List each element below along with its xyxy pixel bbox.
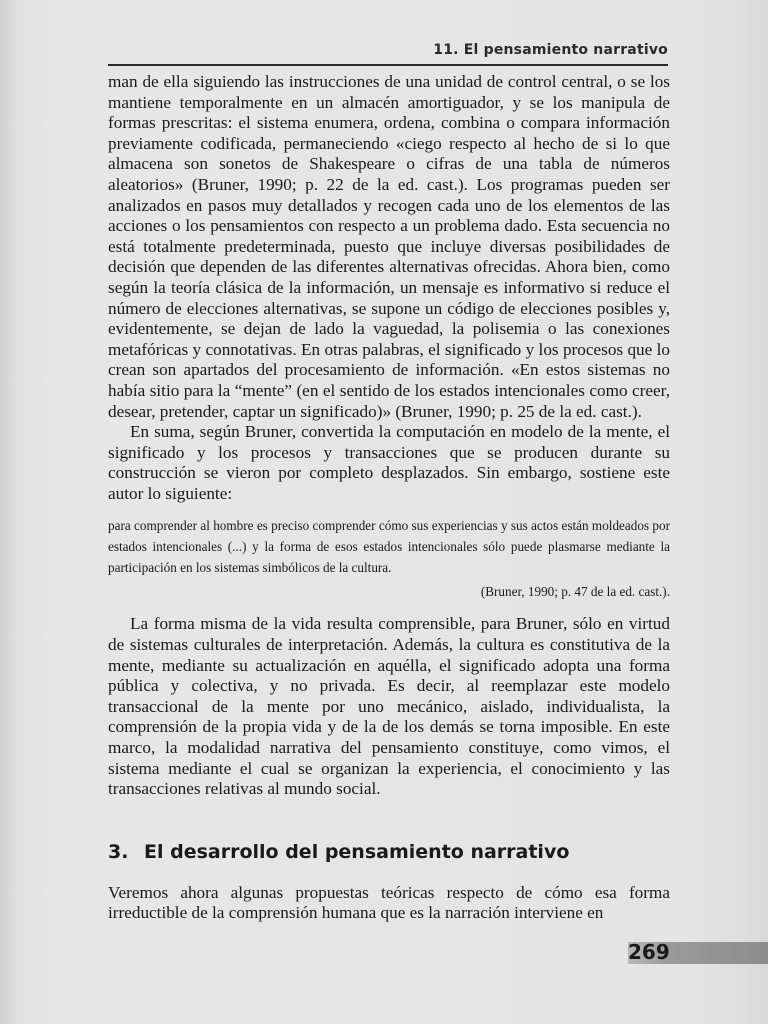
- quote-citation: (Bruner, 1990; p. 47 de la ed. cast.).: [480, 584, 670, 600]
- section-number: 3.: [108, 840, 129, 863]
- section-heading: [108, 840, 670, 864]
- running-header: 11. El pensamiento narrativo: [433, 42, 668, 58]
- body-paragraph: Veremos ahora algunas propuestas teóricas respecto de cómo esa forma irreductible de la comprensión humana que es la narración interviene en: [108, 882, 670, 923]
- body-paragraph: man de ella siguiendo las instrucciones de una unidad de control central, o se los mantiene temporalmente en un almacén amortiguador, y se los manipula de formas prescritas: el sistema enumera, ordena, combina o compara información previamente codificada, permaneciendo «ciego respecto al hecho de si lo que almacena son sonetos de Shakespeare o cifras de una tabla de números aleatorios» (Bruner, 1990; p. 22 de la ed. cast.). Los programas pueden ser analizados en pasos muy detallados y recogen cada uno de los elementos de las acciones o los pensamientos con respecto a un problema dado. Esta secuencia no está totalmente predeterminada, puesto que incluye diversas posibilidades de decisión que dependen de las diferentes alternativas ofrecidas. Ahora bien, como según la teoría clásica de la información, un mensaje es informativo si reduce el número de elecciones alternativas, se supone un código de elecciones posibles y, evidentemente, se dejan de lado la vaguedad, la polisemia o las conexiones metafóricas y connotativas. En otras palabras, el significado y los procesos que lo crean son apartados del procesamiento de información. «En estos sistemas no había sitio para la “mente” (en el sentido de los estados intencionales como creer, desear, pretender, captar un significado)» (Bruner, 1990; p. 25 de la ed. cast.).: [108, 72, 670, 421]
- block-quote: para comprender al hombre es preciso comprender cómo sus experiencias y sus actos están moldeados por estados intencionales (...) y la forma de esos estados intencionales sólo puede plasmarse mediante la participación en los sistemas simbólicos de la cultura.: [108, 518, 670, 576]
- body-paragraph: La forma misma de la vida resulta comprensible, para Bruner, sólo en virtud de sistemas culturales de interpretación. Además, la cultura es constitutiva de la mente, mediante su actualización en aquélla, el significado adopta una forma pública y colectiva, y no privada. Es decir, al reemplazar este modelo transaccional de la mente por uno mecánico, aislado, individualista, la comprensión de la propia vida y de la de los demás se torna imposible. En este marco, la modalidad narrativa del pensamiento constituye, como vimos, el sistema mediante el cual se organizan la experiencia, el conocimiento y las transacciones relativas al mundo social.: [108, 614, 670, 799]
- section-title: El desarrollo del pensamiento narrativo: [144, 840, 570, 863]
- page-content: [108, 72, 670, 924]
- body-paragraph: En suma, según Bruner, convertida la computación en modelo de la mente, el significado y los procesos y transacciones que se producen durante su construcción se vieron por completo desplazados. Sin embargo, sostiene este autor lo siguiente:: [108, 422, 670, 503]
- header-rule: [108, 64, 668, 66]
- page-number: 269: [628, 940, 670, 964]
